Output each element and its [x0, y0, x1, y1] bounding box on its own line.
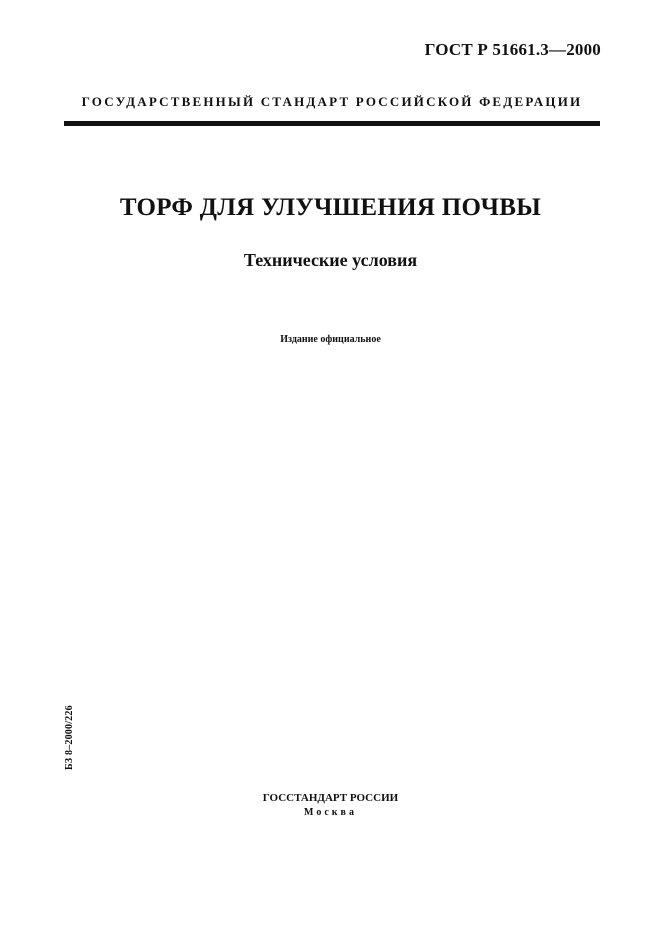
document-subtitle: Технические условия: [243, 250, 418, 270]
document-title: ТОРФ ДЛЯ УЛУЧШЕНИЯ ПОЧВЫ: [119, 194, 542, 221]
organization-header: ГОСУДАРСТВЕННЫЙ СТАНДАРТ РОССИЙСКОЙ ФЕДЕРАЦИИ: [81, 94, 583, 109]
side-margin-code: БЗ 8–2000/226: [64, 705, 75, 770]
edition-note: Издание официальное: [280, 334, 381, 345]
header-divider: [64, 121, 600, 126]
publisher-name: ГОССТАНДАРТ РОССИИ: [262, 792, 399, 804]
publisher-city: Москва: [304, 807, 357, 818]
standard-number: ГОСТ Р 51661.3—2000: [424, 40, 601, 59]
